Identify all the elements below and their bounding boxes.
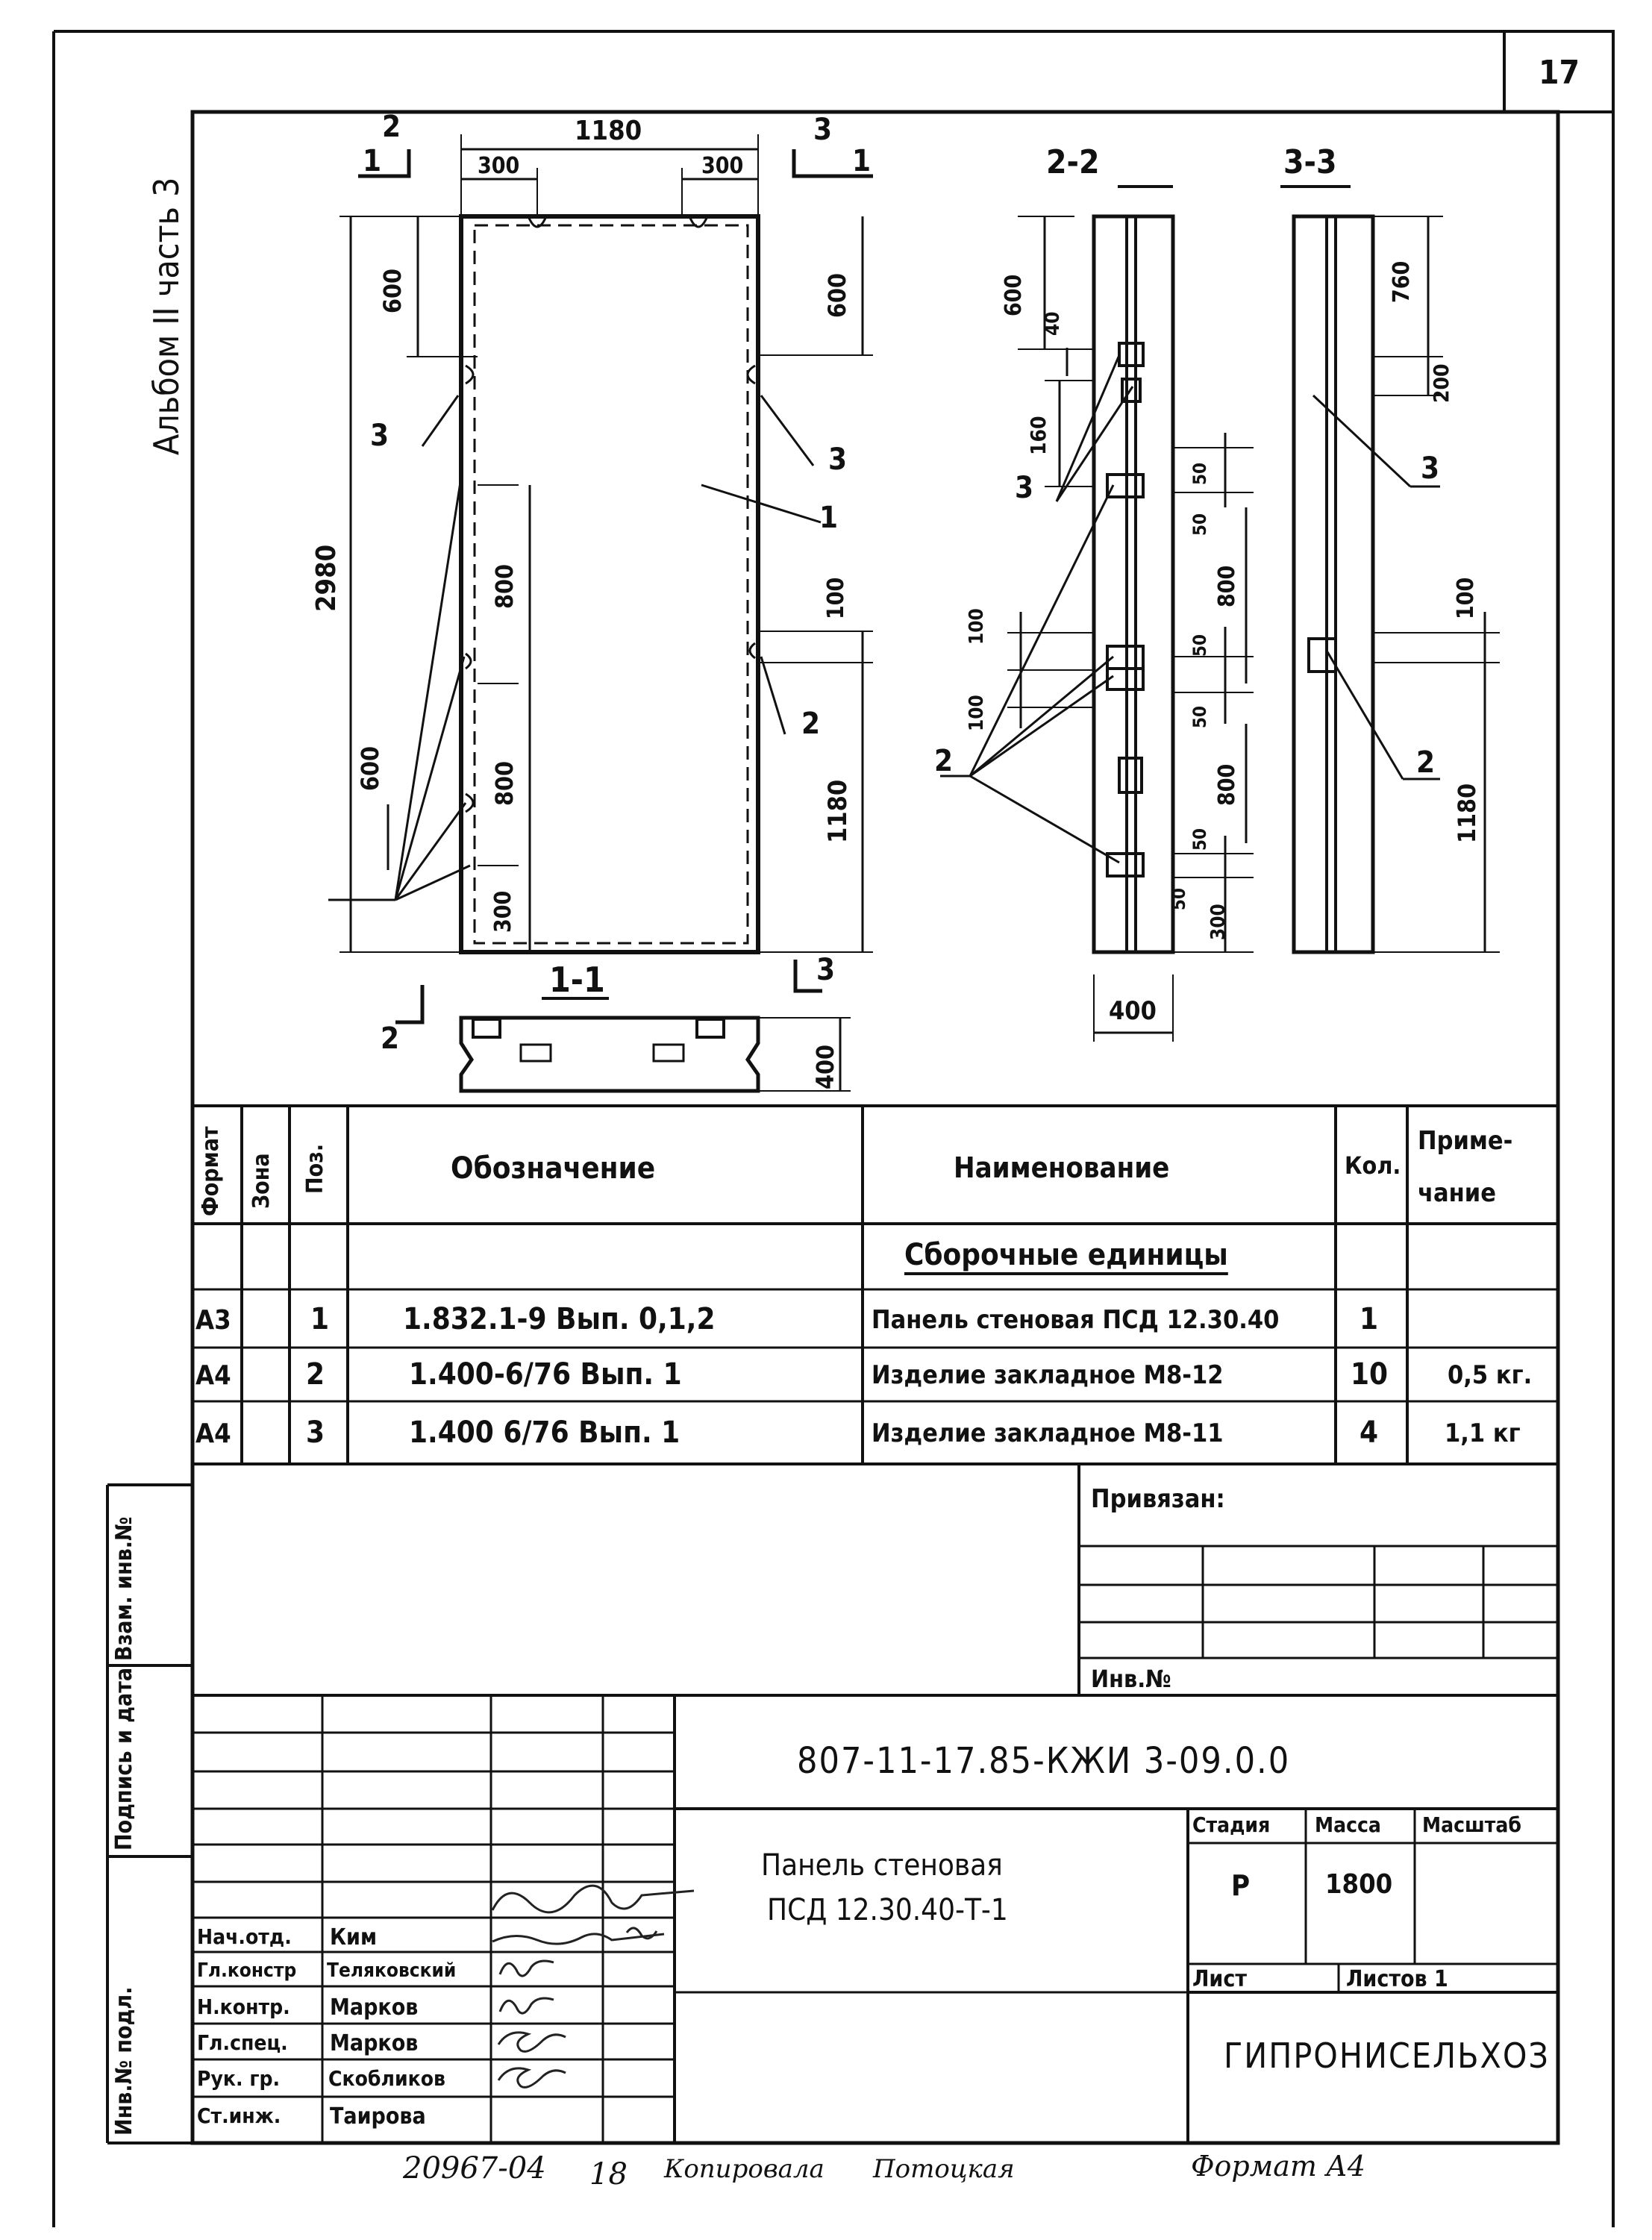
s22-dim-r2: 800: [1214, 565, 1240, 607]
header-note-1: Приме-: [1418, 1126, 1513, 1156]
s22-dim-bottom: 400: [1109, 996, 1157, 1026]
stage-value: Р: [1231, 1869, 1251, 1902]
row-2-designation: 1.400-6/76 Вып. 1: [409, 1357, 682, 1392]
sig-name-4: Марков: [330, 2030, 419, 2056]
section-1-1-dim: 400: [811, 1044, 839, 1089]
row-1-format: А3: [195, 1305, 231, 1336]
sig-role-5: Рук. гр.: [197, 2066, 281, 2091]
main-view-drawing: [328, 134, 873, 1022]
section-1-1-title: 1-1: [549, 960, 605, 1000]
sheet-number: 17: [1539, 54, 1580, 92]
header-designation: Обозначение: [451, 1151, 656, 1186]
s22-dim-r3: 50: [1189, 633, 1210, 657]
row-3-designation: 1.400 6/76 Вып. 1: [409, 1415, 680, 1450]
dim-left-offset: 300: [478, 153, 520, 179]
s22-dim-r8: 300: [1207, 904, 1230, 940]
scale-label: Масштаб: [1422, 1812, 1521, 1837]
row-3-name: Изделие закладное М8-11: [872, 1418, 1224, 1448]
footer-number: 20967-04: [403, 2151, 546, 2186]
footer-format: Формат А4: [1191, 2150, 1365, 2183]
s22-dim-r4: 50: [1189, 705, 1210, 728]
header-format: Формат: [198, 1126, 224, 1216]
sig-role-6: Ст.инж.: [197, 2103, 281, 2128]
binding-title: Привязан:: [1091, 1484, 1225, 1514]
section-title-assembly: Сборочные единицы: [904, 1238, 1228, 1272]
margin-vzam-inv: Взам. инв.№: [111, 1516, 137, 1661]
section-mark-2-bottom: 2: [381, 1022, 400, 1056]
sheets-label: Листов 1: [1346, 1966, 1448, 1992]
mass-value: 1800: [1325, 1869, 1393, 1900]
section-1-1-drawing: [461, 998, 851, 1091]
sheet-label: Лист: [1192, 1966, 1247, 1992]
row-2-format: А4: [195, 1360, 231, 1391]
row-2-note: 0,5 кг.: [1448, 1360, 1533, 1390]
organization: ГИПРОНИСЕЛЬХОЗ: [1224, 2036, 1550, 2076]
sig-role-4: Гл.спец.: [197, 2030, 288, 2055]
row-1-name: Панель стеновая ПСД 12.30.40: [872, 1305, 1280, 1335]
section-mark-1-right: 1: [852, 144, 872, 178]
sig-name-2: Теляковский: [327, 1959, 457, 1982]
callout-2: 2: [801, 707, 821, 741]
dim-width: 1180: [575, 116, 642, 146]
s33-dim-760: 760: [1389, 260, 1415, 303]
margin-podpis-data: Подпись и дата: [111, 1667, 137, 1850]
row-3-qty: 4: [1360, 1415, 1379, 1450]
sig-role-1: Нач.отд.: [197, 1924, 292, 1949]
footer-num: 18: [589, 2157, 628, 2191]
header-note-2: чание: [1418, 1178, 1496, 1208]
footer-copied: Копировала: [664, 2154, 825, 2184]
section-2-2-title: 2-2: [1046, 143, 1100, 181]
album-label: Альбом II часть 3: [146, 177, 187, 455]
binding-inv: Инв.№: [1091, 1665, 1171, 1693]
s22-dim-r1: 50: [1189, 513, 1210, 536]
s33-dim-200: 200: [1429, 363, 1454, 403]
dim-left-600: 600: [378, 268, 407, 313]
stage-label: Стадия: [1192, 1812, 1271, 1837]
row-3-pos: 3: [306, 1415, 325, 1450]
sig-name-6: Таирова: [330, 2103, 426, 2130]
section-mark-2-top: 2: [382, 110, 401, 144]
row-1-qty: 1: [1360, 1302, 1379, 1336]
sig-role-3: Н.контр.: [197, 1995, 290, 2019]
sig-name-1: Ким: [330, 1924, 378, 1950]
section-3-3-title: 3-3: [1283, 143, 1337, 181]
doc-code: 807-11-17.85-КЖИ 3-09.0.0: [797, 1740, 1291, 1782]
callout-1: 1: [819, 501, 839, 535]
row-3-note: 1,1 кг: [1445, 1418, 1521, 1448]
sig-name-3: Марков: [330, 1995, 419, 2021]
s22-dim-160: 160: [1026, 416, 1051, 455]
row-1-designation: 1.832.1-9 Вып. 0,1,2: [403, 1302, 716, 1336]
dim-right-600: 600: [823, 272, 851, 318]
row-1-pos: 1: [310, 1302, 330, 1336]
dim-right-100: 100: [823, 577, 849, 619]
s22-dim-600: 600: [1001, 274, 1027, 316]
s33-dim-100: 100: [1453, 577, 1479, 619]
mass-label: Масса: [1315, 1812, 1381, 1837]
dim-right-1180: 1180: [823, 779, 853, 843]
row-3-format: А4: [195, 1418, 231, 1449]
header-pos: Поз.: [302, 1143, 328, 1194]
s22-dim-100a: 100: [966, 608, 988, 645]
margin-inv-podl: Инв.№ подл.: [111, 1986, 137, 2136]
s22-dim-r7: 50: [1168, 887, 1189, 910]
footer-copier: Потоцкая: [873, 2154, 1015, 2184]
title-line-1: Панель стеновая: [761, 1848, 1003, 1883]
header-zone: Зона: [248, 1153, 275, 1209]
section-mark-3-top: 3: [813, 113, 833, 147]
row-2-qty: 10: [1351, 1357, 1389, 1392]
s22-dim-r5: 800: [1214, 763, 1240, 806]
sig-role-2: Гл.констр: [197, 1959, 297, 1982]
s22-dim-100b: 100: [966, 695, 988, 731]
dim-left-600b: 600: [356, 745, 384, 791]
s22-dim-r0: 50: [1189, 462, 1210, 485]
row-2-name: Изделие закладное М8-12: [872, 1360, 1224, 1390]
dim-left-800a: 800: [490, 563, 519, 609]
section-mark-1-top: 1: [363, 144, 382, 178]
header-name: Наименование: [954, 1151, 1170, 1184]
s33-callout-2: 2: [1416, 745, 1436, 780]
section-mark-3-bottom: 3: [816, 953, 836, 987]
s22-dim-40: 40: [1042, 311, 1064, 336]
s22-callout-3: 3: [1015, 471, 1034, 505]
title-line-2: ПСД 12.30.40-Т-1: [767, 1893, 1008, 1927]
sig-name-5: Скобликов: [328, 2066, 445, 2091]
inner-frame: [193, 112, 1558, 2143]
row-2-pos: 2: [306, 1357, 325, 1392]
s22-callout-2: 2: [934, 744, 954, 778]
s33-callout-3: 3: [1421, 451, 1440, 486]
header-qty: Кол.: [1345, 1151, 1401, 1180]
s33-dim-1180: 1180: [1453, 783, 1481, 843]
callout-3-right: 3: [828, 442, 848, 477]
s22-dim-r6: 50: [1189, 828, 1210, 851]
dim-height-total: 2980: [311, 544, 342, 612]
dim-left-300: 300: [490, 890, 516, 933]
dim-left-800b: 800: [490, 760, 519, 806]
dim-right-offset: 300: [701, 153, 744, 179]
callout-3-left: 3: [370, 419, 389, 453]
